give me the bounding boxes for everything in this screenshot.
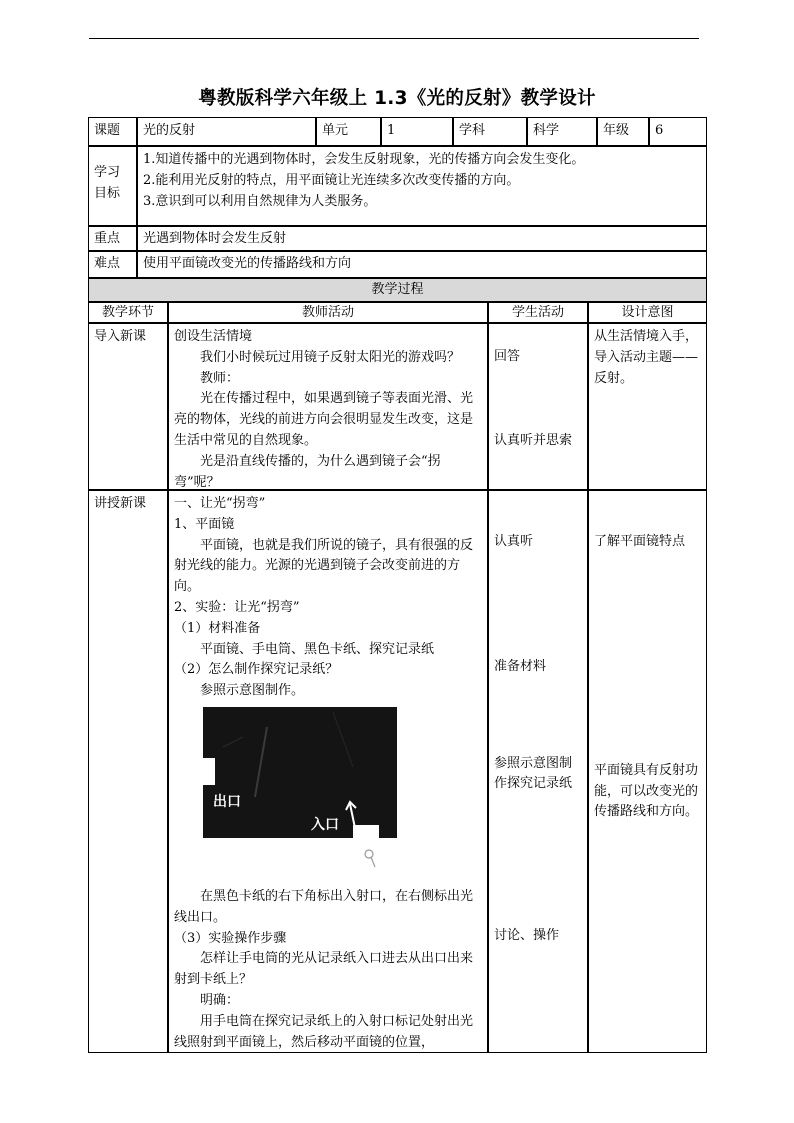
intro-teacher-line: 我们小时候玩过用镜子反射太阳光的游戏吗？ bbox=[200, 349, 461, 365]
grade-label: 年级 bbox=[597, 117, 649, 146]
objectives-list bbox=[137, 146, 707, 226]
teacher-line: （1）材料准备 bbox=[174, 620, 261, 636]
student-line: 讨论、操作 bbox=[494, 928, 560, 944]
column-header: 教师活动 bbox=[168, 302, 488, 323]
objective-item: 1.知道传播中的光遇到物体时，会发生反射现象，光的传播方向会发生变化。 bbox=[143, 152, 585, 167]
intent-line: 了解平面镜特点 bbox=[594, 534, 686, 549]
key-point-value: 光遇到物体时会发生反射 bbox=[137, 226, 707, 251]
column-header: 学生活动 bbox=[488, 302, 588, 323]
column-header: 设计意图 bbox=[588, 302, 707, 323]
arrow-up-icon bbox=[345, 800, 365, 830]
header-rule bbox=[89, 38, 699, 39]
record-paper-photo bbox=[203, 707, 397, 838]
unit-value: 1 bbox=[381, 117, 453, 146]
lesson-value: 光的反射 bbox=[137, 117, 316, 146]
teacher-line: 在黑色卡纸的右下角标出入射口，在右侧标出光线出口。 bbox=[174, 888, 474, 925]
intro-student-line: 认真听并思索 bbox=[494, 432, 573, 448]
intro-stage: 导入新课 bbox=[88, 323, 168, 490]
student-line: 认真听 bbox=[494, 534, 534, 549]
student-line: 准备材料 bbox=[494, 658, 547, 674]
card-texture-icon bbox=[203, 707, 397, 838]
lesson-label: 课题 bbox=[88, 117, 137, 146]
image-anchor-icon bbox=[363, 848, 379, 870]
teacher-line: 怎样让手电筒的光从记录纸入口进去从出口出来射到卡纸上？ bbox=[174, 951, 474, 988]
objectives-label bbox=[88, 146, 137, 226]
teacher-line: 2、实验：让光“拐弯” bbox=[174, 599, 300, 615]
key-point-label: 重点 bbox=[88, 226, 137, 251]
objectives-label-line2: 目标 bbox=[94, 185, 121, 201]
intent-line: 平面镜具有反射功能，可以改变光的传播路线和方向。 bbox=[594, 762, 699, 820]
intro-teacher-line: 教师： bbox=[200, 370, 240, 386]
intro-teacher bbox=[168, 323, 488, 490]
new-lesson-stage: 讲授新课 bbox=[88, 490, 168, 1053]
intro-teacher-line: 创设生活情境 bbox=[174, 329, 253, 344]
process-header: 教学过程 bbox=[88, 278, 707, 302]
teacher-line: 平面镜，也就是我们所说的镜子，具有很强的反射光线的能力。光源的光遇到镜子会改变前进的方向。 bbox=[174, 537, 474, 595]
new-lesson-intent bbox=[588, 490, 707, 1053]
teacher-line: 一、让光“拐弯” bbox=[174, 496, 266, 511]
intro-teacher-line: 光在传播过程中，如果遇到镜子等表面光滑、光亮的物体，光线的前进方向会很明显发生改变，这是生活中常见的自然现象。 bbox=[174, 391, 474, 448]
teacher-line: 参照示意图制作。 bbox=[200, 683, 305, 699]
student-line: 参照示意图制作探究记录纸 bbox=[494, 755, 573, 792]
new-lesson-student bbox=[488, 490, 588, 1053]
exit-notch bbox=[203, 758, 215, 785]
grade-value: 6 bbox=[649, 117, 707, 146]
subject-label: 学科 bbox=[453, 117, 527, 146]
difficulty-value: 使用平面镜改变光的传播路线和方向 bbox=[137, 251, 707, 278]
objective-item: 2.能利用光反射的特点，用平面镜让光连续多次改变传播的方向。 bbox=[143, 172, 520, 188]
intro-teacher-line: 光是沿直线传播的，为什么遇到镜子会“拐弯”呢？ bbox=[174, 453, 441, 490]
column-header: 教学环节 bbox=[88, 302, 168, 323]
intro-intent: 从生活情境入手，导入活动主题——反射。 bbox=[588, 323, 707, 490]
objectives-label-line1: 学习 bbox=[94, 165, 121, 180]
difficulty-label: 难点 bbox=[88, 251, 137, 278]
teacher-line: 1、平面镜 bbox=[174, 516, 235, 532]
teacher-line: 用手电筒在探究记录纸上的入射口标记处射出光线照射到平面镜上，然后移动平面镜的位置， bbox=[174, 1013, 474, 1050]
teacher-line: （2）怎么制作探究记录纸？ bbox=[174, 662, 339, 678]
entry-label: 入口 bbox=[311, 817, 339, 833]
unit-label: 单元 bbox=[316, 117, 381, 146]
teacher-line: 平面镜、手电筒、黑色卡纸、探究记录纸 bbox=[200, 641, 435, 657]
intro-student-line: 回答 bbox=[494, 349, 521, 364]
intro-student bbox=[488, 323, 588, 490]
objective-item: 3.意识到可以利用自然规律为人类服务。 bbox=[143, 193, 377, 209]
teacher-line: 明确： bbox=[200, 992, 240, 1008]
page-title: 粤教版科学六年级上 1.3《光的反射》教学设计 bbox=[198, 88, 596, 109]
subject-value: 科学 bbox=[527, 117, 597, 146]
teacher-line: （3）实验操作步骤 bbox=[174, 930, 287, 946]
exit-label: 出口 bbox=[213, 794, 241, 810]
